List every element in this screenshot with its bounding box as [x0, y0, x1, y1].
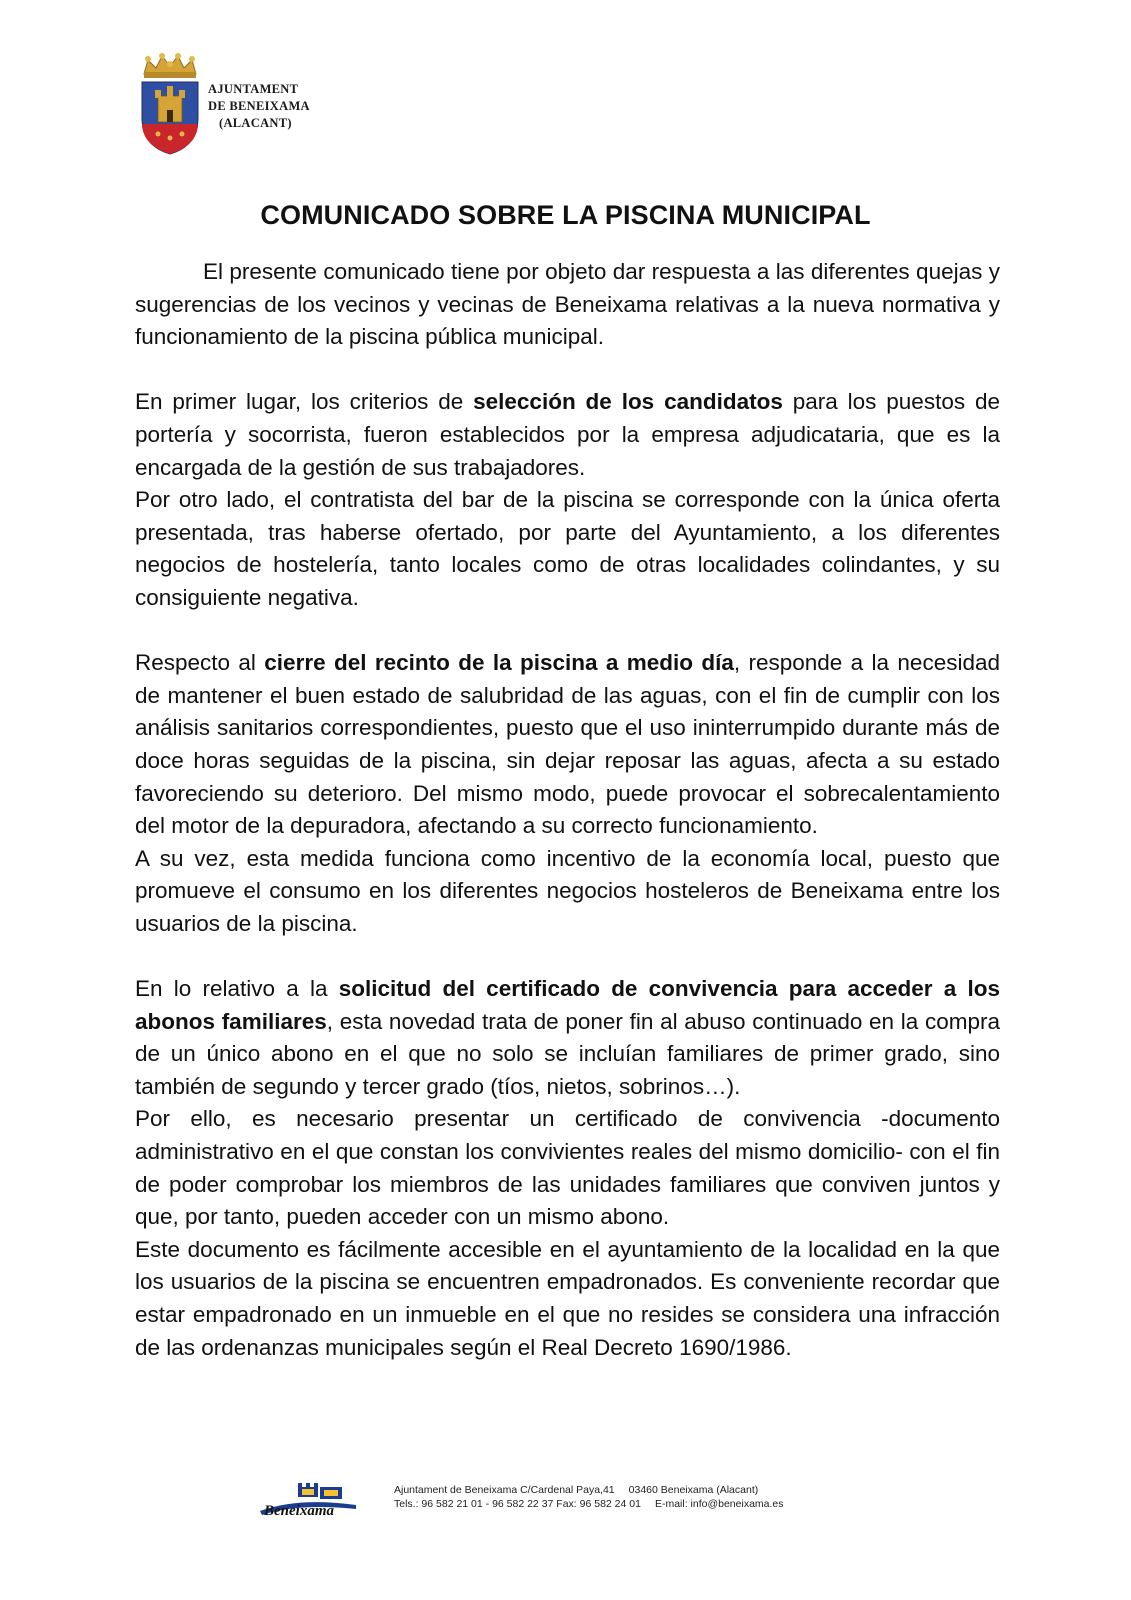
footer-org: Ajuntament de Beneixama	[394, 1484, 518, 1496]
bold-text: solicitud del certificado de convivencia para acceder a los abonos familiares	[135, 976, 1000, 1034]
org-line-2: DE BENEIXAMA	[208, 99, 310, 113]
paragraph-text: En primer lugar, los criterios de	[135, 389, 474, 415]
footer-line-1	[394, 1483, 784, 1497]
paragraph-intro: El presente comunicado tiene por objeto dar respuesta a las diferentes quejas y sugerencias de los vecinos y vecinas de Beneixama relativas a la nueva normativa y funcionamiento de la piscina pública municipal.	[135, 259, 1000, 350]
footer	[258, 1481, 858, 1521]
paragraph-text: , esta novedad trata de poner fin al abuso continuado en la compra de un único abono en el que no solo se incluían familiares de primer grado, sino también de segundo y tercer grado (tíos, nietos, sobrinos…).	[135, 1008, 1000, 1099]
paragraph-closure	[135, 647, 1000, 843]
footer-fax: Fax: 96 582 24 01	[556, 1498, 641, 1510]
paragraph-text: En lo relativo a la	[135, 976, 339, 1002]
paragraph-text: para los puestos de portería y socorrista, fueron establecidos por la empresa adjudicataria, que es la encargada de la gestión de sus trabajadores.	[135, 389, 1000, 480]
footer-contact	[394, 1483, 784, 1511]
bold-text: selección de los candidatos	[473, 389, 783, 415]
org-line-3: (ALACANT)	[219, 116, 292, 130]
paragraph-text: , responde a la necesidad de mantener el buen estado de salubridad de las aguas, con el fin de cumplir con los análisis sanitarios correspondientes, puesto que el uso ininterrumpido durante más de doce horas seguidas de la piscina, sin dejar reposar las aguas, afecta a su estado favoreciendo su deterioro. Del mismo modo, puede provocar el sobrecalentamiento del motor de la depuradora, afectando a su correcto funcionamiento.	[135, 650, 1000, 839]
document-body	[135, 256, 1000, 1364]
organization-name	[208, 81, 310, 132]
paragraph-bar: Por otro lado, el contratista del bar de la piscina se corresponde con la única oferta presentada, tras haberse ofertado, por parte del Ayuntamiento, a los diferentes negocios de hostelería, tanto locales como de otras localidades colindantes, y su consiguiente negativa.	[135, 487, 1000, 610]
footer-line-2	[394, 1497, 784, 1511]
coat-of-arms-icon	[138, 52, 202, 156]
footer-postal: 03460 Beneixama (Alacant)	[628, 1484, 759, 1496]
paragraph-text: Respecto al	[135, 650, 265, 676]
paragraph-economy: A su vez, esta medida funciona como incentivo de la economía local, puesto que promueve el consumo en los diferentes negocios hosteleros de Beneixama entre los usuarios de la piscina.	[135, 845, 1000, 936]
paragraph-access: Este documento es fácilmente accesible en el ayuntamiento de la localidad en la que los usuarios de la piscina se encuentren empadronados. Es conveniente recordar que estar empadronado en un inmueble en el que no resides se considera una infracción de las ordenanzas municipales según el Real Decreto 1690/1986.	[135, 1236, 1000, 1360]
paragraph-requirement: Por ello, es necesario presentar un certificado de convivencia -documento administrativo en el que constan los convivientes reales del mismo domicilio- con el fin de poder comprobar los miembros de las unidades familiares que conviven juntos y que, por tanto, pueden acceder con un mismo abono.	[135, 1106, 1000, 1230]
footer-address: C/Cardenal Paya,41	[520, 1484, 615, 1496]
document-title: COMUNICADO SOBRE LA PISCINA MUNICIPAL	[260, 200, 871, 230]
footer-logo-text: Beneixama	[264, 1503, 334, 1519]
paragraph-certificate	[135, 973, 1000, 1103]
footer-phones: Tels.: 96 582 21 01 - 96 582 22 37	[394, 1498, 554, 1510]
org-line-1: AJUNTAMENT	[208, 82, 299, 96]
bold-text: cierre del recinto de la piscina a medio día	[264, 650, 734, 676]
paragraph-candidates	[135, 386, 1000, 484]
letterhead	[138, 52, 338, 162]
footer-email[interactable]: E-mail: info@beneixama.es	[654, 1498, 784, 1510]
beneixama-logo-icon	[258, 1481, 358, 1521]
